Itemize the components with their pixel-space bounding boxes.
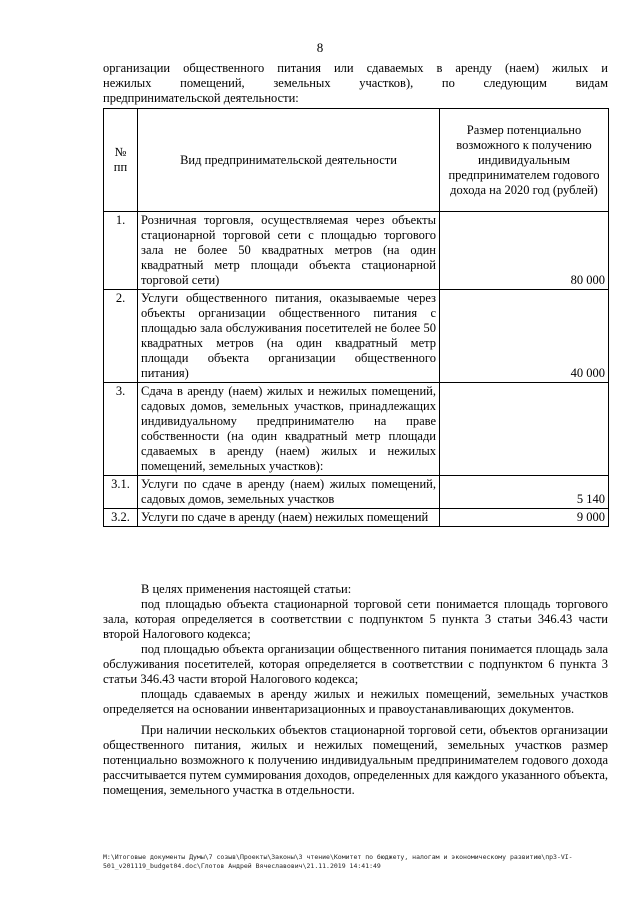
footer-line-1: M:\Итоговые документы Думы\7 созыв\Проекты\Законы\3 чтение\Комитет по бюджету, налогам и экономическому развитию\пр3-VI- <box>103 853 573 861</box>
table-row <box>104 509 609 527</box>
header-income: Размер потенциально возможного к получению индивидуальным предпринимателем годового дохода на 2020 год (рублей) <box>440 109 609 212</box>
row-value: 40 000 <box>440 290 609 383</box>
row-num: 3. <box>104 383 138 476</box>
intro-line-2: нежилых помещений, земельных участков), по следующим видам <box>103 76 608 90</box>
paragraph: площадь сдаваемых в аренду жилых и нежилых помещений, земельных участков определяется на основании инвентаризационных и правоустанавливающих документов. <box>103 687 608 716</box>
row-text: Услуги общественного питания, оказываемые через объекты организации общественного питания с площадью зала обслуживания посетителей не более 50 квадратных метров (на один квадратный метр площади объекта организации общественного питания) <box>138 290 440 383</box>
table-row <box>104 476 609 509</box>
explanatory-text <box>103 582 608 798</box>
row-text: Сдача в аренду (наем) жилых и нежилых помещений, садовых домов, земельных участков, принадлежащих индивидуальному предпринимателю на праве собственности (на один квадратный метр площади сдаваемых в аренду (наем) жилых и нежилых помещений, земельных участков): <box>138 383 440 476</box>
row-num: 1. <box>104 212 138 290</box>
row-text: Услуги по сдаче в аренду (наем) нежилых помещений <box>138 509 440 527</box>
row-num: 2. <box>104 290 138 383</box>
table-header-row <box>104 109 609 212</box>
activity-income-table <box>103 108 609 527</box>
row-value: 80 000 <box>440 212 609 290</box>
table-row <box>104 383 609 476</box>
footer-line-2: 501_v201119_budget04.doc\Глотов Андрей Вячеславович\21.11.2019 14:41:49 <box>103 862 381 870</box>
paragraph: под площадью объекта организации общественного питания понимается площадь зала обслуживания посетителей, которая определяется в соответствии с подпунктом 6 пункта 3 статьи 346.43 части второй Налогового кодекса; <box>103 642 608 686</box>
row-value: 9 000 <box>440 509 609 527</box>
row-num: 3.2. <box>104 509 138 527</box>
table-row <box>104 212 609 290</box>
row-text: Услуги по сдаче в аренду (наем) жилых помещений, садовых домов, земельных участков <box>138 476 440 509</box>
paragraph: В целях применения настоящей статьи: <box>141 582 352 596</box>
row-text: Розничная торговля, осуществляемая через объекты стационарной торговой сети с площадью торгового зала не более 50 квадратных метров (на один квадратный метр площади объекта стационарной торговой сети) <box>138 212 440 290</box>
header-num: № пп <box>104 109 138 212</box>
page-number: 8 <box>316 40 324 55</box>
table-row <box>104 290 609 383</box>
paragraph: При наличии нескольких объектов стационарной торговой сети, объектов организации общественного питания, жилых и нежилых помещений, земельных участков размер потенциально возможного к получению индивидуальным предпринимателем годового дохода рассчитывается путем суммирования доходов, определенных для каждого указанного объекта, помещения, земельного участка в отдельности. <box>103 723 608 797</box>
paragraph: под площадью объекта стационарной торговой сети понимается площадь торгового зала, которая определяется в соответствии с подпунктом 5 пункта 3 статьи 346.43 части второй Налогового кодекса; <box>103 597 608 641</box>
file-path-footer <box>103 853 608 871</box>
row-value <box>440 383 609 476</box>
intro-line-1: организации общественного питания или сдаваемых в аренду (наем) жилых и <box>103 61 608 75</box>
intro-line-3: предпринимательской деятельности: <box>103 91 299 105</box>
header-activity: Вид предпринимательской деятельности <box>138 109 440 212</box>
row-value: 5 140 <box>440 476 609 509</box>
intro-paragraph <box>103 61 608 106</box>
row-num: 3.1. <box>104 476 138 509</box>
